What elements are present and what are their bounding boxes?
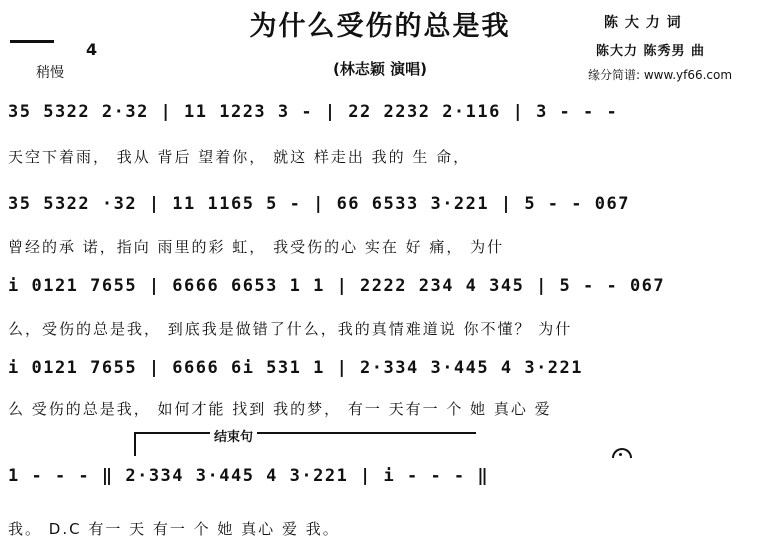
lyricist-credit: 陈 大 力 词 [604, 15, 682, 31]
notation-row-2: 35 5322 ·32 | 11 1165 5 - | 66 6533 3·221 | 5 - - 067 [8, 194, 630, 214]
ending-bracket [134, 432, 476, 456]
notation-row-4: i 0121 7655 | 6666 6i 531 1 | 2·334 3·445 4 3·221 [8, 358, 584, 378]
fermata-icon [612, 448, 632, 458]
time-signature: 4 [86, 40, 98, 59]
lyrics-row-5: 我。 D.C 有一 天 有一 个 她 真心 爱 我。 [8, 520, 340, 538]
tempo-marking: 稍慢 [36, 65, 64, 81]
singer-credit: (林志颖 演唱) [333, 60, 427, 78]
time-signature-line [10, 40, 54, 43]
lyrics-row-4: 么 受伤的总是我， 如何才能 找到 我的梦， 有一 天有一 个 她 真心 爱 [8, 400, 552, 418]
notation-row-3: i 0121 7655 | 6666 6653 1 1 | 2222 234 4 345 | 5 - - 067 [8, 276, 666, 296]
site-watermark: 缘分简谱: www.yf66.com [588, 68, 733, 82]
lyrics-row-1: 天空下着雨， 我从 背后 望着你， 就这 样走出 我的 生 命， [8, 148, 471, 166]
notation-row-5: 1 - - - ‖ 2·334 3·445 4 3·221 | i - - - ‖ [8, 466, 490, 486]
fermata-dot [619, 453, 622, 456]
lyrics-row-2: 曾经的承 诺，指向 雨里的彩 虹， 我受伤的心 实在 好 痛， 为什 [8, 238, 505, 256]
song-title: 为什么受伤的总是我 [249, 11, 511, 42]
ending-label: 结束句 [210, 426, 257, 445]
composer-credit: 陈大力 陈秀男 曲 [596, 44, 706, 59]
lyrics-row-3: 么，受伤的总是我， 到底我是做错了什么，我的真情难道说 你不懂？ 为什 [8, 320, 573, 338]
notation-row-1: 35 5322 2·32 | 11 1223 3 - | 22 2232 2·116 | 3 - - - [8, 102, 619, 122]
